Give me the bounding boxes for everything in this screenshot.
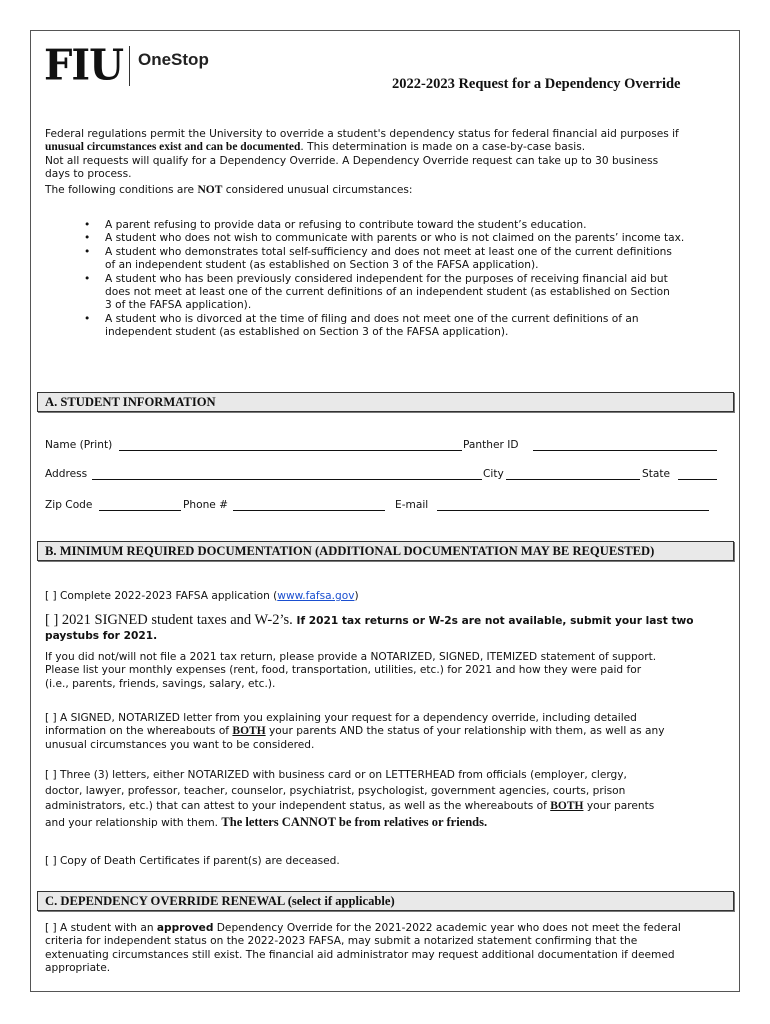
condition-line: • A parent refusing to provide data or refusing to contribute toward the student’s education. xyxy=(105,219,587,231)
tax-statement-line: If you did not/will not file a 2021 tax return, please provide a NOTARIZED, SIGNED, ITEMIZED statement of support. xyxy=(45,651,657,663)
three-letters-checkbox-item[interactable] xyxy=(45,768,735,831)
unusual-circumstances-list xyxy=(84,219,684,340)
name-field[interactable] xyxy=(119,450,462,451)
condition-line: does not meet at least one of the current definitions of an independent student (as established on Section xyxy=(105,286,670,299)
zip-label: Zip Code xyxy=(45,499,93,511)
phone-field[interactable] xyxy=(233,510,385,511)
renewal-line: criteria for independent status on the 2022-2023 FAFSA, may submit a notarized statement confirming that the xyxy=(45,935,638,948)
tax-statement-line: (i.e., parents, friends, savings, salary, etc.). xyxy=(45,677,276,690)
panther-id-label: Panther ID xyxy=(463,439,519,451)
phone-label: Phone # xyxy=(183,499,229,511)
intro-line: days to process. xyxy=(45,168,132,181)
address-label: Address xyxy=(45,468,88,480)
section-a-heading: A. STUDENT INFORMATION xyxy=(37,392,734,412)
condition-item xyxy=(84,219,684,232)
death-certificate-checkbox-item[interactable]: [ ] Copy of Death Certificates if parent(s) are deceased. xyxy=(45,855,340,867)
signed-letter-line: [ ] A SIGNED, NOTARIZED letter from you explaining your request for a dependency override, including detailed xyxy=(45,712,637,724)
condition-line: of an independent student (as established on Section 3 of the FAFSA application). xyxy=(105,259,539,272)
fafsa-checkbox-item[interactable]: [ ] Complete 2022-2023 FAFSA application (www.fafsa.gov) xyxy=(45,590,359,602)
panther-id-field[interactable] xyxy=(533,450,717,451)
zip-field[interactable] xyxy=(99,510,181,511)
condition-line: • A student who is divorced at the time of filing and does not meet one of the current definitions of an xyxy=(105,312,639,325)
section-c-heading: C. DEPENDENCY OVERRIDE RENEWAL (select if applicable) xyxy=(37,891,734,911)
fiu-logo-mark: FIU xyxy=(44,40,123,91)
name-label: Name (Print) xyxy=(45,439,113,451)
signed-letter-line: unusual circumstances you want to be considered. xyxy=(45,738,315,751)
taxes-paystubs-line: paystubs for 2021. xyxy=(45,630,158,642)
condition-line: independent student (as established on Section 3 of the FAFSA application). xyxy=(105,326,509,339)
section-b-heading: B. MINIMUM REQUIRED DOCUMENTATION (ADDITIONAL DOCUMENTATION MAY BE REQUESTED) xyxy=(37,541,734,561)
renewal-line: [ ] A student with an approved Dependency Override for the 2021-2022 academic year who does not meet the federal xyxy=(45,922,681,934)
three-letters-line: administrators, etc.) that can attest to your independent status, as well as the whereabouts of BOTH your parents xyxy=(45,800,655,812)
tax-statement-paragraph xyxy=(45,651,735,691)
state-label: State xyxy=(642,468,671,480)
logo-divider xyxy=(129,46,130,86)
three-letters-line: doctor, lawyer, professor, teacher, counselor, psychiatrist, psychologist, government agencies, courts, prison xyxy=(45,784,626,797)
intro-line: unusual circumstances exist and can be documented. This determination is made on a case-by-case basis. xyxy=(45,141,586,154)
renewal-line: extenuating circumstances still exist. The financial aid administrator may request additional documentation if deemed xyxy=(45,948,675,961)
fafsa-link[interactable]: www.fafsa.gov xyxy=(277,590,355,602)
condition-line: 3 of the FAFSA application). xyxy=(105,299,252,312)
condition-item xyxy=(84,273,684,313)
condition-line: • A student who demonstrates total self-sufficiency and does not meet at least one of the current definitions xyxy=(105,245,672,258)
intro-line: The following conditions are NOT considered unusual circumstances: xyxy=(45,183,413,196)
onestop-logo-text: OneStop xyxy=(138,50,209,69)
three-letters-line: and your relationship with them. The letters CANNOT be from relatives or friends. xyxy=(45,814,488,829)
email-field[interactable] xyxy=(437,510,709,511)
city-field[interactable] xyxy=(506,479,640,480)
renewal-checkbox-item[interactable] xyxy=(45,922,735,976)
intro-line: Federal regulations permit the University to override a student's dependency status for federal financial aid purposes if xyxy=(45,128,679,140)
three-letters-line: [ ] Three (3) letters, either NOTARIZED with business card or on LETTERHEAD from officials (employer, clergy, xyxy=(45,769,627,781)
city-label: City xyxy=(483,468,504,480)
state-field[interactable] xyxy=(678,479,717,480)
condition-line: • A student who does not wish to communicate with parents or who is not claimed on the parents’ income tax. xyxy=(105,232,685,245)
condition-item xyxy=(84,232,684,245)
intro-line: Not all requests will qualify for a Dependency Override. A Dependency Override request can take up to 30 business xyxy=(45,154,659,167)
signed-letter-line: information on the whereabouts of BOTH your parents AND the status of your relationship with them, as well as any xyxy=(45,725,665,738)
condition-item xyxy=(84,246,684,273)
taxes-checkbox-item[interactable]: [ ] 2021 SIGNED student taxes and W-2’s. If 2021 tax returns or W-2s are not available, submit your last two xyxy=(45,612,694,628)
tax-statement-line: Please list your monthly expenses (rent, food, transportation, utilities, etc.) for 2021 and how they were paid for xyxy=(45,664,642,677)
intro-paragraph xyxy=(45,128,735,197)
address-field[interactable] xyxy=(92,479,482,480)
form-title: 2022-2023 Request for a Dependency Override xyxy=(392,76,681,92)
email-label: E-mail xyxy=(395,499,429,511)
signed-letter-checkbox-item[interactable] xyxy=(45,712,735,752)
condition-line: • A student who has been previously considered independent for the purposes of receiving financial aid but xyxy=(105,272,668,285)
condition-item xyxy=(84,313,684,340)
fiu-onestop-logo xyxy=(44,40,209,91)
renewal-line: appropriate. xyxy=(45,962,111,975)
